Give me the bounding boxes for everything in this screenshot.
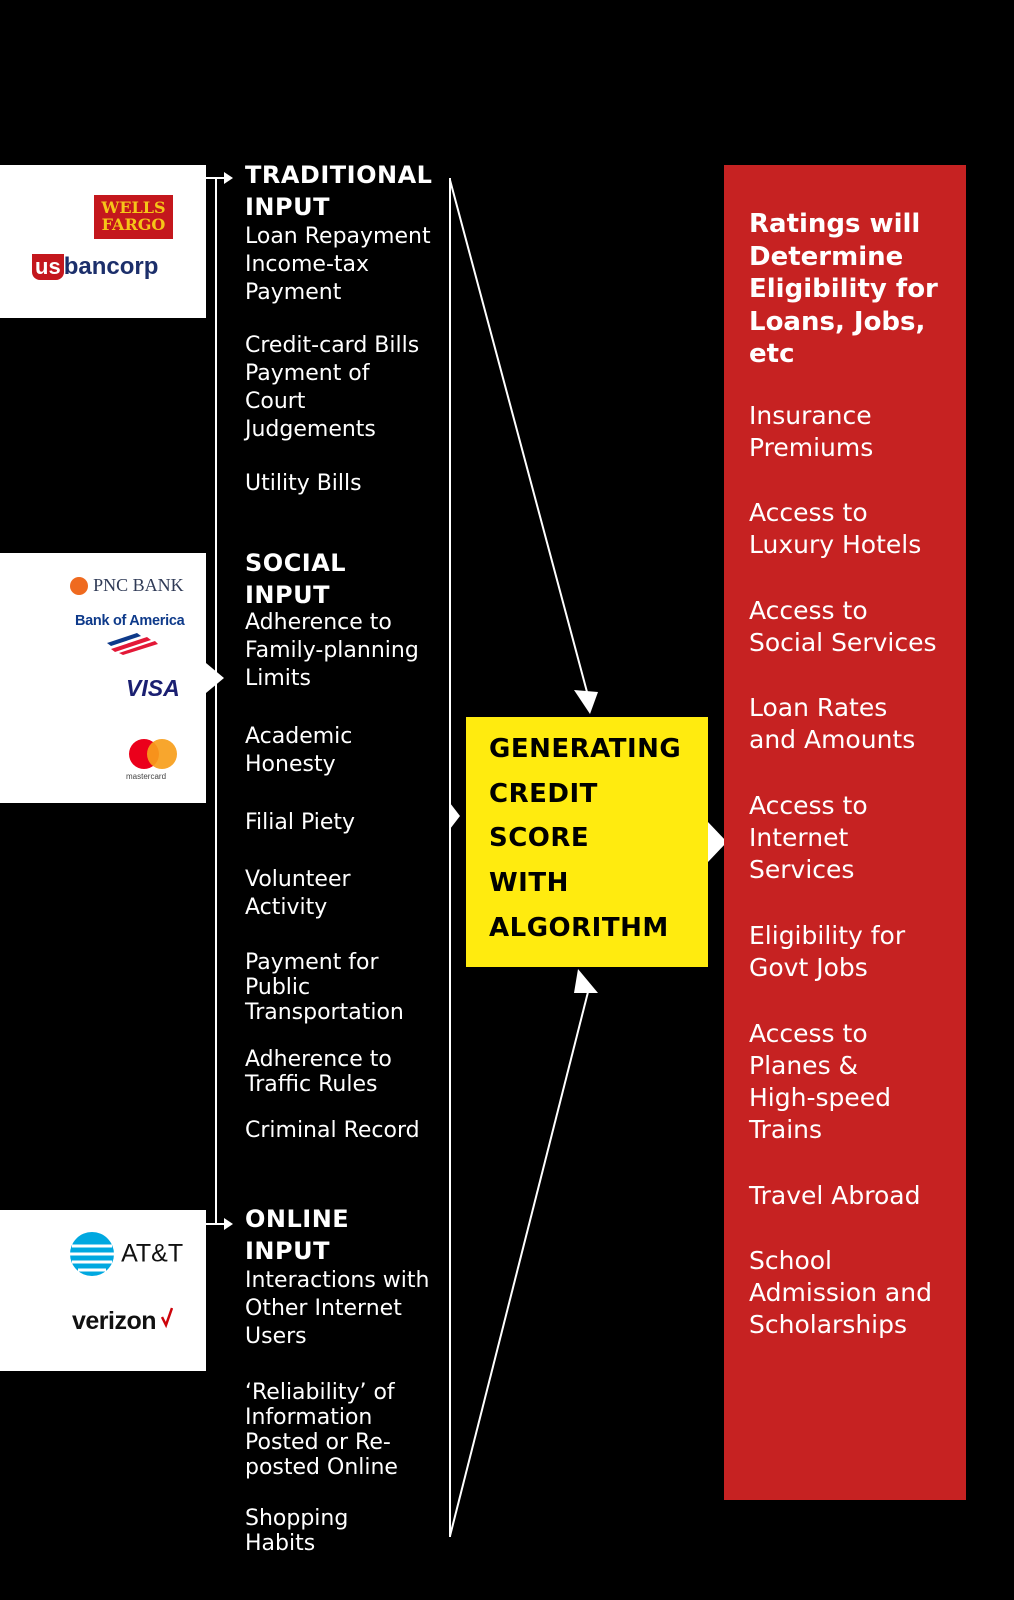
algorithm-box-line: CREDIT bbox=[489, 779, 598, 809]
us-bancorp-wordmark: bancorp bbox=[63, 253, 159, 280]
outcome-item: Travel Abroad bbox=[749, 1181, 921, 1210]
mastercard-logo bbox=[126, 739, 186, 789]
traditional-item: Utility Bills bbox=[245, 471, 362, 496]
algorithm-box-line: WITH bbox=[489, 868, 569, 898]
online-logos-panel bbox=[0, 1210, 206, 1371]
social-item: Filial Piety bbox=[245, 810, 356, 835]
mastercard-orange-circle bbox=[147, 739, 177, 769]
social-item: Volunteer Activity bbox=[245, 867, 351, 920]
inputs-to-center-pointer bbox=[450, 803, 460, 829]
visa-logo: VISA bbox=[126, 675, 180, 701]
wells-fargo-logo: WELLS FARGO bbox=[94, 195, 173, 239]
traditional-item: Loan Repayment Income-tax Payment bbox=[245, 224, 431, 305]
outcome-item: Access to Social Services bbox=[749, 596, 937, 657]
verizon-logo bbox=[72, 1307, 173, 1336]
outcome-item: Loan Rates and Amounts bbox=[749, 693, 916, 754]
outcomes-header: Ratings will Determine Eligibility for Loans, Jobs, etc bbox=[749, 209, 938, 369]
traditional-logos-panel bbox=[0, 165, 206, 318]
att-logo bbox=[68, 1230, 183, 1278]
outcome-item: Insurance Premiums bbox=[749, 401, 874, 462]
traditional-input-header: TRADITIONAL INPUT bbox=[245, 161, 433, 221]
social-input-header: SOCIAL INPUT bbox=[245, 549, 347, 609]
outcome-item: Eligibility for Govt Jobs bbox=[749, 921, 906, 982]
top-diagonal-arrow bbox=[450, 180, 587, 692]
pnc-icon bbox=[70, 577, 88, 595]
bank-of-america-flag-icon bbox=[103, 633, 163, 655]
social-item: Adherence to Family-planning Limits bbox=[245, 610, 419, 691]
online-item: Interactions with Other Internet Users bbox=[245, 1268, 430, 1349]
att-text: AT&T bbox=[121, 1239, 184, 1268]
pnc-bank-text: PNC BANK bbox=[93, 575, 184, 595]
traditional-item: Credit-card Bills Payment of Court Judgements bbox=[245, 333, 420, 442]
bottom-arrowhead bbox=[574, 969, 598, 993]
social-item: Criminal Record bbox=[245, 1118, 420, 1143]
bank-of-america-logo bbox=[75, 613, 190, 629]
online-item: ‘Reliability’ of Information Posted or Re- posted Online bbox=[245, 1380, 398, 1480]
algorithm-box-line: SCORE bbox=[489, 823, 590, 853]
outcome-item: Access to Planes & High-speed Trains bbox=[749, 1019, 892, 1144]
us-bancorp-logo bbox=[32, 253, 158, 283]
verizon-text: verizon bbox=[72, 1307, 157, 1335]
social-logos-panel bbox=[0, 553, 206, 803]
outcome-item: Access to Luxury Hotels bbox=[749, 498, 922, 559]
us-bancorp-shield: us bbox=[32, 254, 64, 280]
online-arrowhead bbox=[224, 1218, 233, 1230]
algorithm-box-line: GENERATING bbox=[489, 734, 682, 764]
social-item: Academic Honesty bbox=[245, 724, 353, 777]
online-input-header: ONLINE INPUT bbox=[245, 1205, 350, 1265]
bottom-diagonal-arrow bbox=[450, 992, 588, 1536]
att-globe-icon bbox=[68, 1230, 116, 1278]
social-item: Payment for Public Transportation bbox=[245, 950, 404, 1025]
social-item: Adherence to Traffic Rules bbox=[245, 1047, 392, 1097]
pnc-bank-logo bbox=[70, 575, 184, 597]
top-arrowhead bbox=[574, 690, 598, 714]
algorithm-box-line: ALGORITHM bbox=[489, 913, 669, 943]
verizon-check-icon bbox=[161, 1307, 173, 1329]
mastercard-text: mastercard bbox=[126, 772, 167, 781]
online-item: Shopping Habits bbox=[245, 1506, 349, 1556]
traditional-arrowhead bbox=[224, 172, 233, 184]
outcome-item: School Admission and Scholarships bbox=[749, 1246, 932, 1339]
outcome-item: Access to Internet Services bbox=[749, 791, 868, 884]
bank-of-america-text: Bank of America bbox=[75, 613, 185, 629]
